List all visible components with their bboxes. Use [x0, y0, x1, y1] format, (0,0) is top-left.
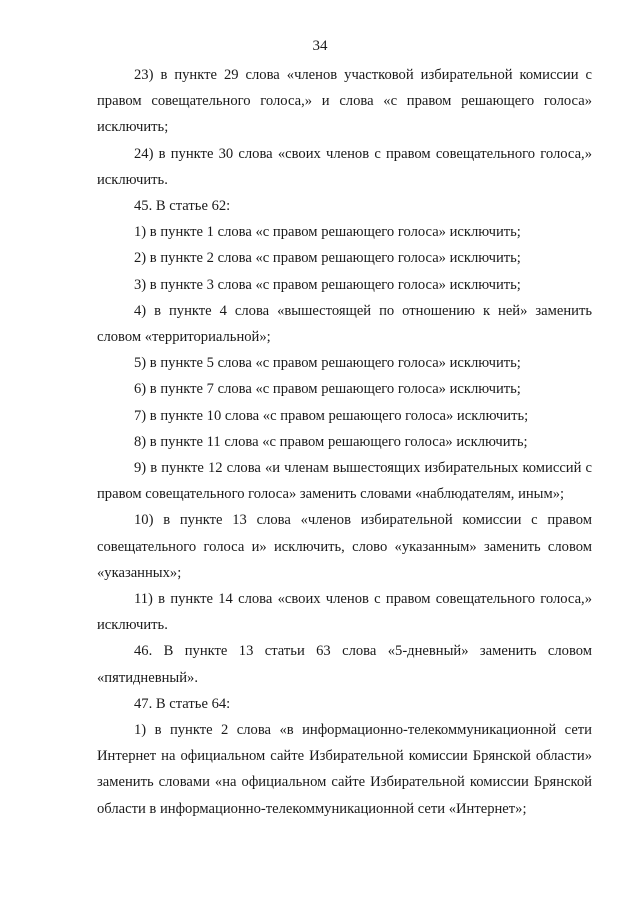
paragraph-section-46: 46. В пункте 13 статьи 63 слова «5-дневный» заменить словом «пятидневный». — [97, 643, 592, 686]
paragraph-item-24: 24) в пункте 30 слова «своих членов с правом совещательного голоса,» исключить. — [97, 145, 592, 188]
paragraph-item-3: 3) в пункте 3 слова «с правом решающего голоса» исключить; — [134, 276, 521, 293]
paragraph-item-11: 11) в пункте 14 слова «своих членов с правом совещательного голоса,» исключить. — [97, 591, 592, 634]
paragraph-item-23: 23) в пункте 29 слова «членов участковой избирательной комиссии с правом совещательного голоса,» и слова «с правом решающего голоса» исключить; — [97, 67, 592, 136]
paragraph-item-2: 2) в пункте 2 слова «с правом решающего голоса» исключить; — [134, 250, 521, 267]
paragraph-section-45: 45. В статье 62: — [134, 198, 231, 215]
paragraph-item-1: 1) в пункте 1 слова «с правом решающего голоса» исключить; — [134, 224, 521, 241]
paragraph-item-5: 5) в пункте 5 слова «с правом решающего голоса» исключить; — [134, 355, 521, 372]
page-number: 34 — [312, 38, 328, 54]
paragraph-item-10: 10) в пункте 13 слова «членов избирательной комиссии с правом совещательного голоса и» исключить, слово «указанным» заменить словом «указанных»; — [97, 512, 592, 581]
paragraph-item-6: 6) в пункте 7 слова «с правом решающего голоса» исключить; — [134, 381, 521, 398]
paragraph-section-47: 47. В статье 64: — [134, 695, 231, 712]
document-body — [97, 62, 592, 822]
paragraph-item-8: 8) в пункте 11 слова «с правом решающего голоса» исключить; — [134, 433, 528, 450]
paragraph-item-7: 7) в пункте 10 слова «с правом решающего голоса» исключить; — [134, 407, 529, 424]
paragraph-item-4: 4) в пункте 4 слова «вышестоящей по отношению к ней» заменить словом «территориальной»; — [97, 302, 592, 346]
paragraph-item-47-1: 1) в пункте 2 слова «в информационно-телекоммуникационной сети Интернет на официальном сайте Избирательной комиссии Брянской области» заменить словами «на официальном сайте Избирательной комиссии Брянской области в информационно-телекоммуникационной сети «Интернет»; — [97, 722, 592, 817]
paragraph-item-9: 9) в пункте 12 слова «и членам вышестоящих избирательных комиссий с правом совещательного голоса» заменить словами «наблюдателям, иным»; — [97, 460, 592, 503]
